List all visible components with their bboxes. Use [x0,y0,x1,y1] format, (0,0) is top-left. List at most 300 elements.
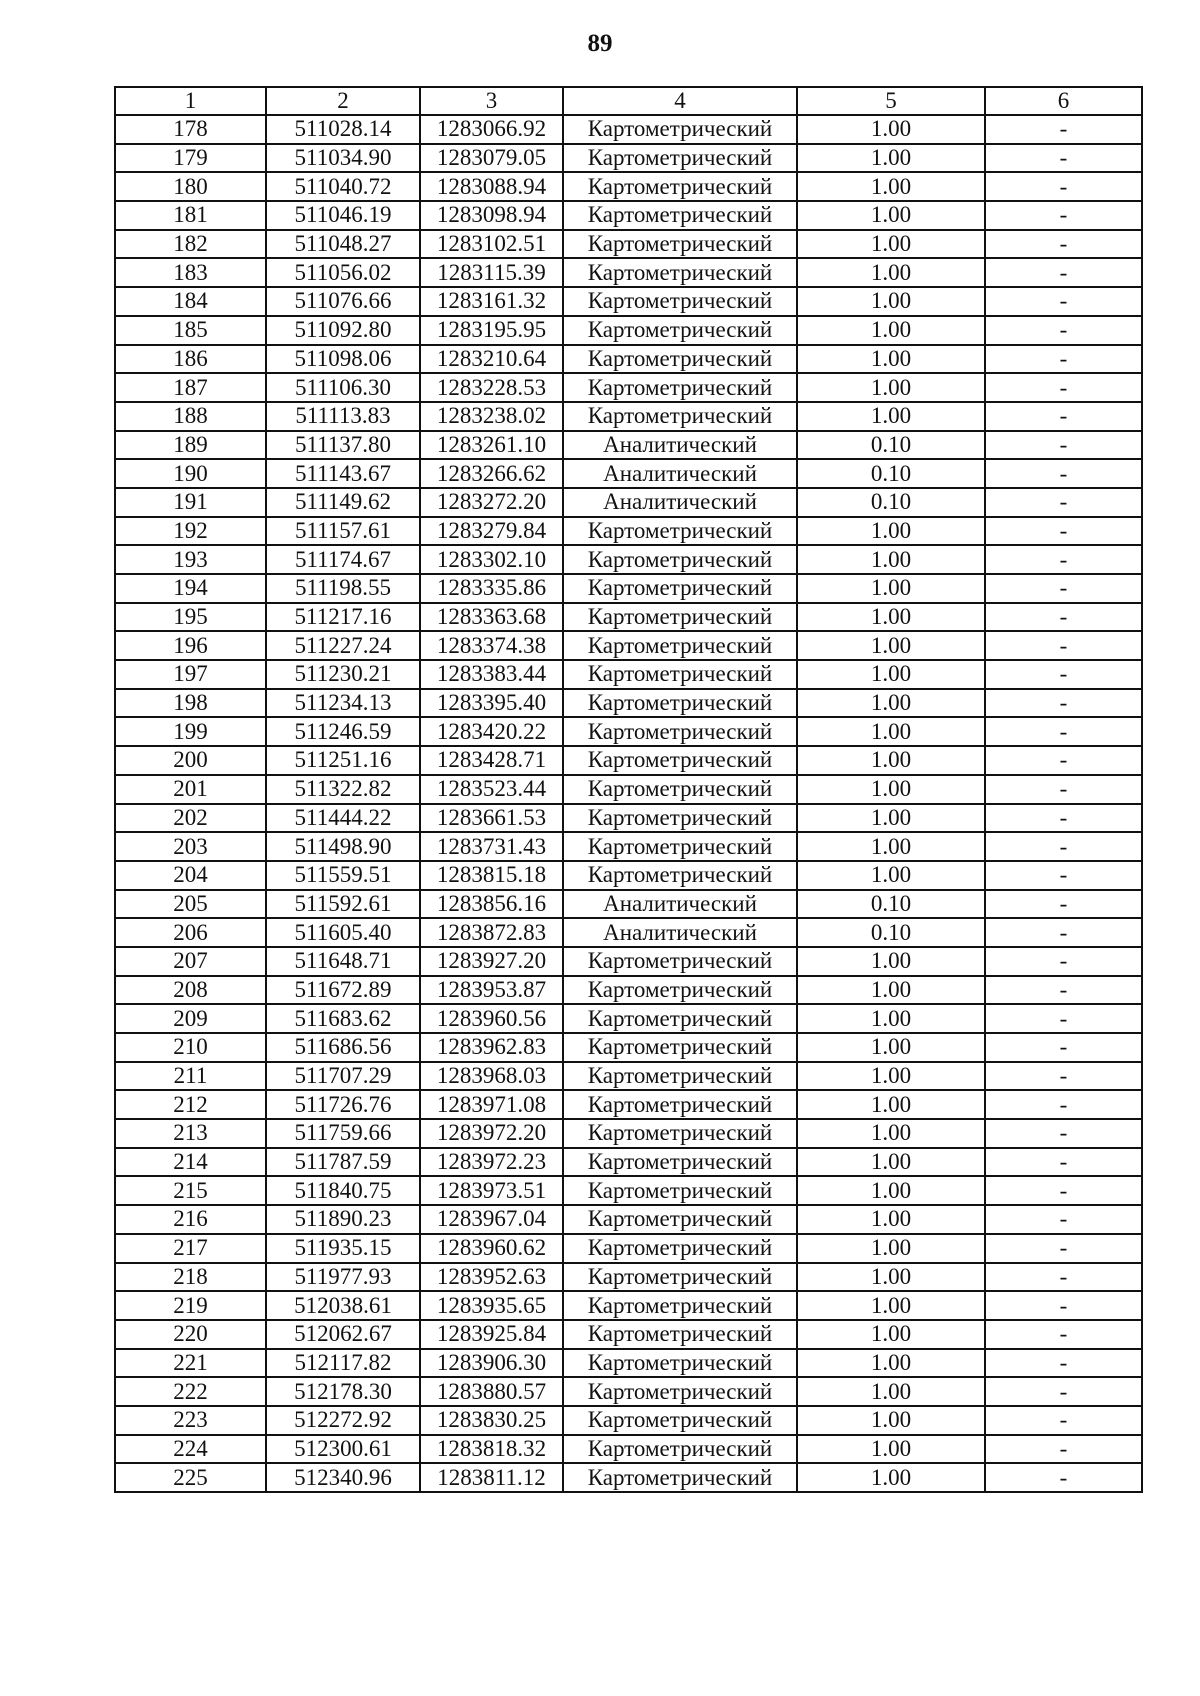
remark-cell: - [985,603,1142,632]
method-cell: Картометрический [563,1263,797,1292]
y-coordinate-cell: 1283971.08 [420,1090,563,1119]
accuracy-cell: 1.00 [797,746,985,775]
remark-cell: - [985,717,1142,746]
accuracy-cell: 1.00 [797,230,985,259]
remark-cell: - [985,517,1142,546]
point-number-cell: 183 [115,258,266,287]
method-cell: Картометрический [563,258,797,287]
table-row [115,1090,1142,1119]
point-number-cell: 225 [115,1463,266,1492]
remark-cell: - [985,947,1142,976]
y-coordinate-cell: 1283195.95 [420,316,563,345]
y-coordinate-cell: 1283856.16 [420,890,563,919]
y-coordinate-cell: 1283374.38 [420,631,563,660]
table-row [115,1205,1142,1234]
y-coordinate-cell: 1283395.40 [420,689,563,718]
table-row [115,1435,1142,1464]
x-coordinate-cell: 511076.66 [266,287,420,316]
point-number-cell: 191 [115,488,266,517]
accuracy-cell: 1.00 [797,631,985,660]
x-coordinate-cell: 512340.96 [266,1463,420,1492]
table-row [115,545,1142,574]
point-number-cell: 189 [115,431,266,460]
accuracy-cell: 1.00 [797,574,985,603]
column-header: 1 [115,87,266,115]
column-header: 3 [420,87,563,115]
point-number-cell: 185 [115,316,266,345]
y-coordinate-cell: 1283066.92 [420,115,563,144]
method-cell: Картометрический [563,201,797,230]
method-cell: Картометрический [563,402,797,431]
y-coordinate-cell: 1283079.05 [420,144,563,173]
table-row [115,459,1142,488]
point-number-cell: 201 [115,775,266,804]
remark-cell: - [985,1349,1142,1378]
table-row [115,373,1142,402]
x-coordinate-cell: 511759.66 [266,1119,420,1148]
point-number-cell: 188 [115,402,266,431]
remark-cell: - [985,201,1142,230]
method-cell: Картометрический [563,1406,797,1435]
remark-cell: - [985,1033,1142,1062]
x-coordinate-cell: 511840.75 [266,1176,420,1205]
column-header: 5 [797,87,985,115]
table-row [115,1004,1142,1033]
y-coordinate-cell: 1283973.51 [420,1176,563,1205]
table-row [115,918,1142,947]
method-cell: Картометрический [563,1435,797,1464]
y-coordinate-cell: 1283925.84 [420,1320,563,1349]
method-cell: Картометрический [563,631,797,660]
accuracy-cell: 0.10 [797,459,985,488]
remark-cell: - [985,172,1142,201]
point-number-cell: 219 [115,1291,266,1320]
point-number-cell: 218 [115,1263,266,1292]
remark-cell: - [985,1119,1142,1148]
remark-cell: - [985,431,1142,460]
x-coordinate-cell: 511048.27 [266,230,420,259]
remark-cell: - [985,574,1142,603]
accuracy-cell: 1.00 [797,861,985,890]
method-cell: Картометрический [563,1349,797,1378]
point-number-cell: 195 [115,603,266,632]
accuracy-cell: 1.00 [797,373,985,402]
x-coordinate-cell: 512272.92 [266,1406,420,1435]
accuracy-cell: 1.00 [797,545,985,574]
method-cell: Картометрический [563,1205,797,1234]
x-coordinate-cell: 511198.55 [266,574,420,603]
point-number-cell: 179 [115,144,266,173]
y-coordinate-cell: 1283968.03 [420,1062,563,1091]
x-coordinate-cell: 511444.22 [266,804,420,833]
table-row [115,431,1142,460]
point-number-cell: 223 [115,1406,266,1435]
x-coordinate-cell: 511040.72 [266,172,420,201]
remark-cell: - [985,258,1142,287]
remark-cell: - [985,890,1142,919]
table-row [115,1148,1142,1177]
header-row [115,87,1142,115]
table-row [115,775,1142,804]
remark-cell: - [985,660,1142,689]
accuracy-cell: 1.00 [797,1463,985,1492]
method-cell: Картометрический [563,1234,797,1263]
x-coordinate-cell: 511234.13 [266,689,420,718]
method-cell: Аналитический [563,918,797,947]
accuracy-cell: 1.00 [797,832,985,861]
column-header: 4 [563,87,797,115]
y-coordinate-cell: 1283972.23 [420,1148,563,1177]
remark-cell: - [985,804,1142,833]
method-cell: Картометрический [563,144,797,173]
x-coordinate-cell: 511137.80 [266,431,420,460]
point-number-cell: 186 [115,345,266,374]
method-cell: Картометрический [563,775,797,804]
method-cell: Картометрический [563,574,797,603]
y-coordinate-cell: 1283962.83 [420,1033,563,1062]
method-cell: Картометрический [563,115,797,144]
y-coordinate-cell: 1283115.39 [420,258,563,287]
y-coordinate-cell: 1283261.10 [420,431,563,460]
accuracy-cell: 1.00 [797,1062,985,1091]
x-coordinate-cell: 511246.59 [266,717,420,746]
table-row [115,832,1142,861]
method-cell: Картометрический [563,947,797,976]
remark-cell: - [985,832,1142,861]
point-number-cell: 222 [115,1377,266,1406]
table-row [115,287,1142,316]
y-coordinate-cell: 1283927.20 [420,947,563,976]
x-coordinate-cell: 512038.61 [266,1291,420,1320]
accuracy-cell: 1.00 [797,717,985,746]
x-coordinate-cell: 511498.90 [266,832,420,861]
point-number-cell: 220 [115,1320,266,1349]
method-cell: Аналитический [563,890,797,919]
method-cell: Картометрический [563,373,797,402]
table-row [115,890,1142,919]
accuracy-cell: 1.00 [797,1033,985,1062]
point-number-cell: 215 [115,1176,266,1205]
method-cell: Аналитический [563,431,797,460]
y-coordinate-cell: 1283731.43 [420,832,563,861]
y-coordinate-cell: 1283279.84 [420,517,563,546]
method-cell: Картометрический [563,689,797,718]
method-cell: Картометрический [563,345,797,374]
table-body [115,115,1142,1492]
method-cell: Картометрический [563,1090,797,1119]
accuracy-cell: 1.00 [797,115,985,144]
y-coordinate-cell: 1283661.53 [420,804,563,833]
x-coordinate-cell: 511707.29 [266,1062,420,1091]
column-header: 2 [266,87,420,115]
table-row [115,230,1142,259]
table-row [115,115,1142,144]
y-coordinate-cell: 1283811.12 [420,1463,563,1492]
x-coordinate-cell: 511559.51 [266,861,420,890]
table-row [115,976,1142,1005]
y-coordinate-cell: 1283960.62 [420,1234,563,1263]
y-coordinate-cell: 1283830.25 [420,1406,563,1435]
y-coordinate-cell: 1283972.20 [420,1119,563,1148]
table-row [115,1377,1142,1406]
point-number-cell: 199 [115,717,266,746]
accuracy-cell: 1.00 [797,603,985,632]
table-row [115,201,1142,230]
method-cell: Картометрический [563,832,797,861]
point-number-cell: 210 [115,1033,266,1062]
x-coordinate-cell: 511143.67 [266,459,420,488]
table-row [115,144,1142,173]
remark-cell: - [985,1463,1142,1492]
table-row [115,1291,1142,1320]
x-coordinate-cell: 511217.16 [266,603,420,632]
x-coordinate-cell: 512117.82 [266,1349,420,1378]
remark-cell: - [985,1406,1142,1435]
x-coordinate-cell: 511787.59 [266,1148,420,1177]
point-number-cell: 196 [115,631,266,660]
x-coordinate-cell: 511935.15 [266,1234,420,1263]
remark-cell: - [985,1004,1142,1033]
remark-cell: - [985,861,1142,890]
accuracy-cell: 1.00 [797,258,985,287]
accuracy-cell: 1.00 [797,287,985,316]
x-coordinate-cell: 511227.24 [266,631,420,660]
method-cell: Картометрический [563,976,797,1005]
point-number-cell: 211 [115,1062,266,1091]
accuracy-cell: 1.00 [797,1176,985,1205]
point-number-cell: 205 [115,890,266,919]
y-coordinate-cell: 1283302.10 [420,545,563,574]
accuracy-cell: 1.00 [797,804,985,833]
remark-cell: - [985,1148,1142,1177]
method-cell: Картометрический [563,1291,797,1320]
method-cell: Картометрический [563,287,797,316]
point-number-cell: 180 [115,172,266,201]
method-cell: Картометрический [563,1119,797,1148]
point-number-cell: 206 [115,918,266,947]
remark-cell: - [985,488,1142,517]
accuracy-cell: 0.10 [797,890,985,919]
method-cell: Картометрический [563,1320,797,1349]
x-coordinate-cell: 511672.89 [266,976,420,1005]
table-row [115,1349,1142,1378]
x-coordinate-cell: 512062.67 [266,1320,420,1349]
table-row [115,402,1142,431]
x-coordinate-cell: 511174.67 [266,545,420,574]
point-number-cell: 221 [115,1349,266,1378]
method-cell: Картометрический [563,316,797,345]
accuracy-cell: 1.00 [797,172,985,201]
y-coordinate-cell: 1283161.32 [420,287,563,316]
y-coordinate-cell: 1283228.53 [420,373,563,402]
x-coordinate-cell: 511605.40 [266,918,420,947]
accuracy-cell: 1.00 [797,1320,985,1349]
accuracy-cell: 1.00 [797,947,985,976]
y-coordinate-cell: 1283906.30 [420,1349,563,1378]
y-coordinate-cell: 1283238.02 [420,402,563,431]
y-coordinate-cell: 1283872.83 [420,918,563,947]
table-row [115,517,1142,546]
remark-cell: - [985,631,1142,660]
method-cell: Картометрический [563,1004,797,1033]
table-row [115,574,1142,603]
remark-cell: - [985,689,1142,718]
remark-cell: - [985,1062,1142,1091]
table-row [115,345,1142,374]
accuracy-cell: 1.00 [797,201,985,230]
y-coordinate-cell: 1283420.22 [420,717,563,746]
table-row [115,258,1142,287]
y-coordinate-cell: 1283935.65 [420,1291,563,1320]
accuracy-cell: 1.00 [797,1406,985,1435]
accuracy-cell: 1.00 [797,144,985,173]
y-coordinate-cell: 1283088.94 [420,172,563,201]
remark-cell: - [985,230,1142,259]
point-number-cell: 182 [115,230,266,259]
remark-cell: - [985,545,1142,574]
remark-cell: - [985,1090,1142,1119]
y-coordinate-cell: 1283428.71 [420,746,563,775]
point-number-cell: 208 [115,976,266,1005]
table-row [115,746,1142,775]
accuracy-cell: 1.00 [797,1148,985,1177]
accuracy-cell: 1.00 [797,1263,985,1292]
method-cell: Аналитический [563,459,797,488]
x-coordinate-cell: 511028.14 [266,115,420,144]
table-row [115,1119,1142,1148]
remark-cell: - [985,459,1142,488]
point-number-cell: 198 [115,689,266,718]
method-cell: Картометрический [563,746,797,775]
method-cell: Картометрический [563,1062,797,1091]
y-coordinate-cell: 1283098.94 [420,201,563,230]
remark-cell: - [985,918,1142,947]
x-coordinate-cell: 511046.19 [266,201,420,230]
method-cell: Картометрический [563,1148,797,1177]
table-row [115,603,1142,632]
y-coordinate-cell: 1283818.32 [420,1435,563,1464]
point-number-cell: 187 [115,373,266,402]
remark-cell: - [985,402,1142,431]
remark-cell: - [985,976,1142,1005]
method-cell: Картометрический [563,172,797,201]
method-cell: Картометрический [563,1033,797,1062]
point-number-cell: 216 [115,1205,266,1234]
accuracy-cell: 1.00 [797,1377,985,1406]
table-row [115,1062,1142,1091]
point-number-cell: 217 [115,1234,266,1263]
method-cell: Картометрический [563,717,797,746]
accuracy-cell: 1.00 [797,1435,985,1464]
remark-cell: - [985,1176,1142,1205]
x-coordinate-cell: 512300.61 [266,1435,420,1464]
remark-cell: - [985,1234,1142,1263]
x-coordinate-cell: 511686.56 [266,1033,420,1062]
remark-cell: - [985,373,1142,402]
page-number: 89 [587,30,613,57]
y-coordinate-cell: 1283952.63 [420,1263,563,1292]
table-row [115,804,1142,833]
x-coordinate-cell: 511106.30 [266,373,420,402]
remark-cell: - [985,1435,1142,1464]
remark-cell: - [985,775,1142,804]
y-coordinate-cell: 1283102.51 [420,230,563,259]
coordinates-table [114,86,1143,1493]
accuracy-cell: 1.00 [797,775,985,804]
method-cell: Картометрический [563,1176,797,1205]
accuracy-cell: 1.00 [797,402,985,431]
x-coordinate-cell: 511726.76 [266,1090,420,1119]
point-number-cell: 203 [115,832,266,861]
remark-cell: - [985,1291,1142,1320]
method-cell: Картометрический [563,230,797,259]
method-cell: Картометрический [563,603,797,632]
accuracy-cell: 1.00 [797,1004,985,1033]
remark-cell: - [985,316,1142,345]
y-coordinate-cell: 1283266.62 [420,459,563,488]
point-number-cell: 193 [115,545,266,574]
method-cell: Картометрический [563,861,797,890]
x-coordinate-cell: 511251.16 [266,746,420,775]
y-coordinate-cell: 1283210.64 [420,345,563,374]
x-coordinate-cell: 512178.30 [266,1377,420,1406]
y-coordinate-cell: 1283953.87 [420,976,563,1005]
accuracy-cell: 1.00 [797,1119,985,1148]
remark-cell: - [985,1263,1142,1292]
accuracy-cell: 1.00 [797,689,985,718]
x-coordinate-cell: 511034.90 [266,144,420,173]
x-coordinate-cell: 511977.93 [266,1263,420,1292]
accuracy-cell: 1.00 [797,1234,985,1263]
point-number-cell: 200 [115,746,266,775]
point-number-cell: 214 [115,1148,266,1177]
table-row [115,689,1142,718]
table-row [115,1033,1142,1062]
point-number-cell: 213 [115,1119,266,1148]
y-coordinate-cell: 1283880.57 [420,1377,563,1406]
remark-cell: - [985,1377,1142,1406]
method-cell: Картометрический [563,545,797,574]
table-row [115,316,1142,345]
remark-cell: - [985,746,1142,775]
remark-cell: - [985,1205,1142,1234]
method-cell: Картометрический [563,1463,797,1492]
point-number-cell: 194 [115,574,266,603]
accuracy-cell: 1.00 [797,660,985,689]
method-cell: Аналитический [563,488,797,517]
table-row [115,1234,1142,1263]
point-number-cell: 184 [115,287,266,316]
remark-cell: - [985,287,1142,316]
x-coordinate-cell: 511322.82 [266,775,420,804]
accuracy-cell: 1.00 [797,1205,985,1234]
point-number-cell: 224 [115,1435,266,1464]
point-number-cell: 178 [115,115,266,144]
point-number-cell: 192 [115,517,266,546]
accuracy-cell: 0.10 [797,918,985,947]
y-coordinate-cell: 1283815.18 [420,861,563,890]
point-number-cell: 190 [115,459,266,488]
table-row [115,660,1142,689]
x-coordinate-cell: 511092.80 [266,316,420,345]
method-cell: Картометрический [563,660,797,689]
accuracy-cell: 0.10 [797,488,985,517]
table-row [115,861,1142,890]
y-coordinate-cell: 1283383.44 [420,660,563,689]
x-coordinate-cell: 511890.23 [266,1205,420,1234]
remark-cell: - [985,115,1142,144]
x-coordinate-cell: 511648.71 [266,947,420,976]
